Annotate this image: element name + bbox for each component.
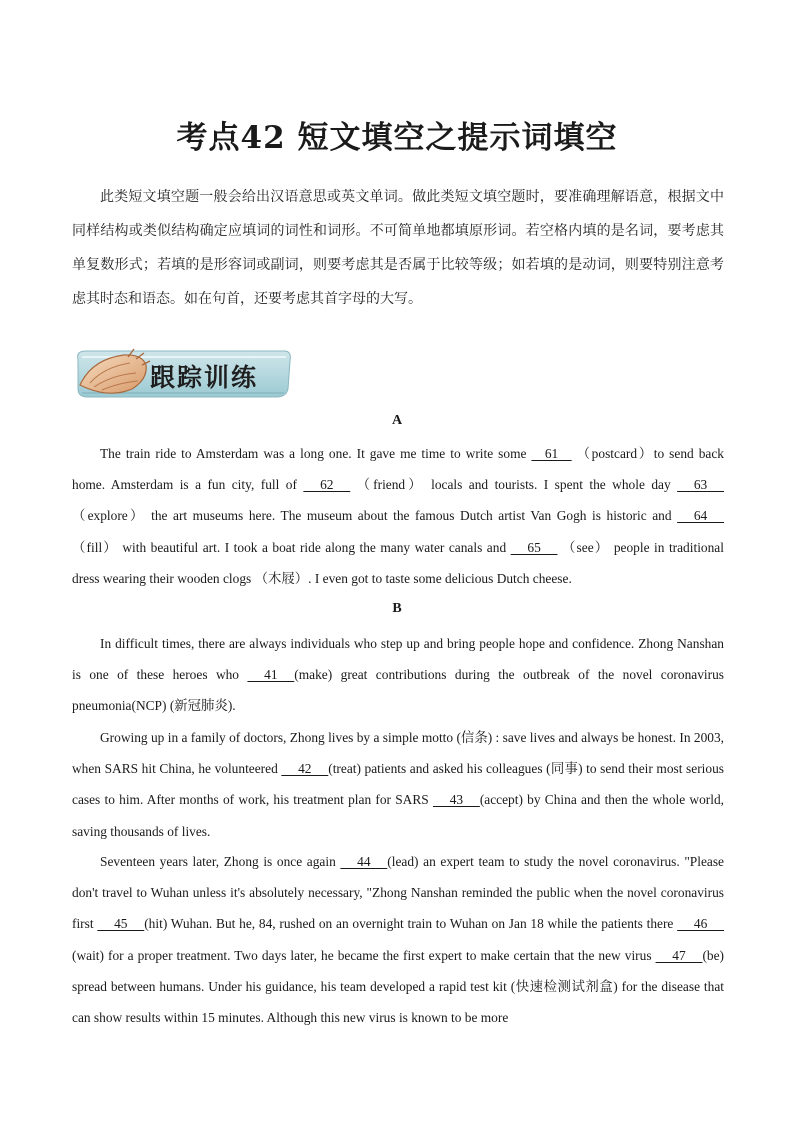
passage-text: （see） people in traditional dress wearing their wooden clogs （木屐）. I even got to taste some delicious Dutch cheese. — [72, 539, 724, 586]
blank-43[interactable]: 43 — [432, 792, 480, 808]
blank-42[interactable]: 42 — [281, 761, 329, 777]
section-b-heading: B — [392, 601, 402, 616]
blank-44[interactable]: 44 — [340, 854, 388, 869]
blank-47[interactable]: 47 — [655, 947, 703, 963]
blank-62[interactable]: 62 — [303, 477, 351, 493]
blank-41[interactable]: 41 — [247, 667, 295, 683]
section-a-passage — [72, 438, 724, 594]
passage-text: (make) great contributions during the outbreak of the novel coronavirus pneumonia(NCP) (新冠肺炎). — [72, 667, 724, 714]
section-a-heading: A — [391, 413, 403, 428]
passage-text: （friend） locals and tourists. I spent the whole day — [356, 477, 678, 493]
blank-61[interactable]: 61 — [531, 446, 572, 461]
passage-text: （fill） with beautiful art. I took a boat ride along the many water canals and — [72, 539, 511, 555]
passage-text: (hit) Wuhan. But he, 84, rushed on an overnight train to Wuhan on Jan 18 while the patients there — [144, 916, 678, 932]
blank-64[interactable]: 64 — [677, 508, 724, 524]
blank-45[interactable]: 45 — [97, 916, 145, 932]
blank-46[interactable]: 46 — [677, 916, 725, 932]
section-b-paragraph-1 — [72, 628, 724, 722]
passage-text: （postcard）to send back home. Amsterdam is a fun city, full of — [72, 446, 724, 493]
passage-text: Seventeen years later, Zhong is once again — [100, 854, 341, 869]
passage-text: (lead) an expert team to study the novel coronavirus. "Please don't travel to Wuhan unless it's absolutely necessary, "Zhong Nanshan reminded the public when the novel coronavirus first — [72, 854, 724, 932]
intro-paragraph: 此类短文填空题一般会给出汉语意思或英文单词。做此类短文填空题时，要准确理解语意，根据文中同样结构或类似结构确定应填词的词性和词形。不可简单地都填原形词。若空格内填的是名词，要考虑其单复数形式；若填的是形容词或副词，则要考虑其是否属于比较等级；如若填的是动词，则要特别注意考虑其时态和语态。如在句首，还要考虑其首字母的大写。 — [72, 189, 724, 307]
passage-text: In difficult times, there are always individuals who step up and bring people hope and confidence. Zhong Nanshan is one of these heroes who — [72, 636, 724, 683]
passage-text: (wait) for a proper treatment. Two days later, he became the first expert to make certain that the new virus — [72, 947, 656, 963]
page-title: 考点42 短文填空之提示词填空 — [176, 120, 618, 156]
blank-65[interactable]: 65 — [510, 539, 558, 555]
passage-text: （explore） the art museums here. The museum about the famous Dutch artist Van Gogh is historic and — [72, 508, 678, 524]
passage-text: The train ride to Amsterdam was a long one. It gave me time to write some — [100, 446, 532, 461]
section-b-paragraph-2 — [72, 722, 724, 847]
passage-text: (treat) patients and asked his colleagues (同事) to send their most serious cases to him. After months of work, his treatment plan for SARS — [72, 761, 724, 808]
section-b-paragraph-3 — [72, 846, 724, 1033]
passage-text: (accept) by China and then the whole world, saving thousands of lives. — [72, 792, 724, 839]
section-banner — [72, 345, 296, 403]
passage-text: Growing up in a family of doctors, Zhong lives by a simple motto (信条) : save lives and always be honest. In 2003, when SARS hit China, he volunteered — [72, 730, 724, 777]
banner-label: 跟踪训练 — [150, 363, 259, 392]
passage-text: (be) spread between humans. Under his guidance, his team developed a rapid test kit (快速检测试剂盒) for the disease that can show results within 15 minutes. Although this new virus is known to be more — [72, 947, 724, 1026]
blank-63[interactable]: 63 — [677, 477, 724, 493]
